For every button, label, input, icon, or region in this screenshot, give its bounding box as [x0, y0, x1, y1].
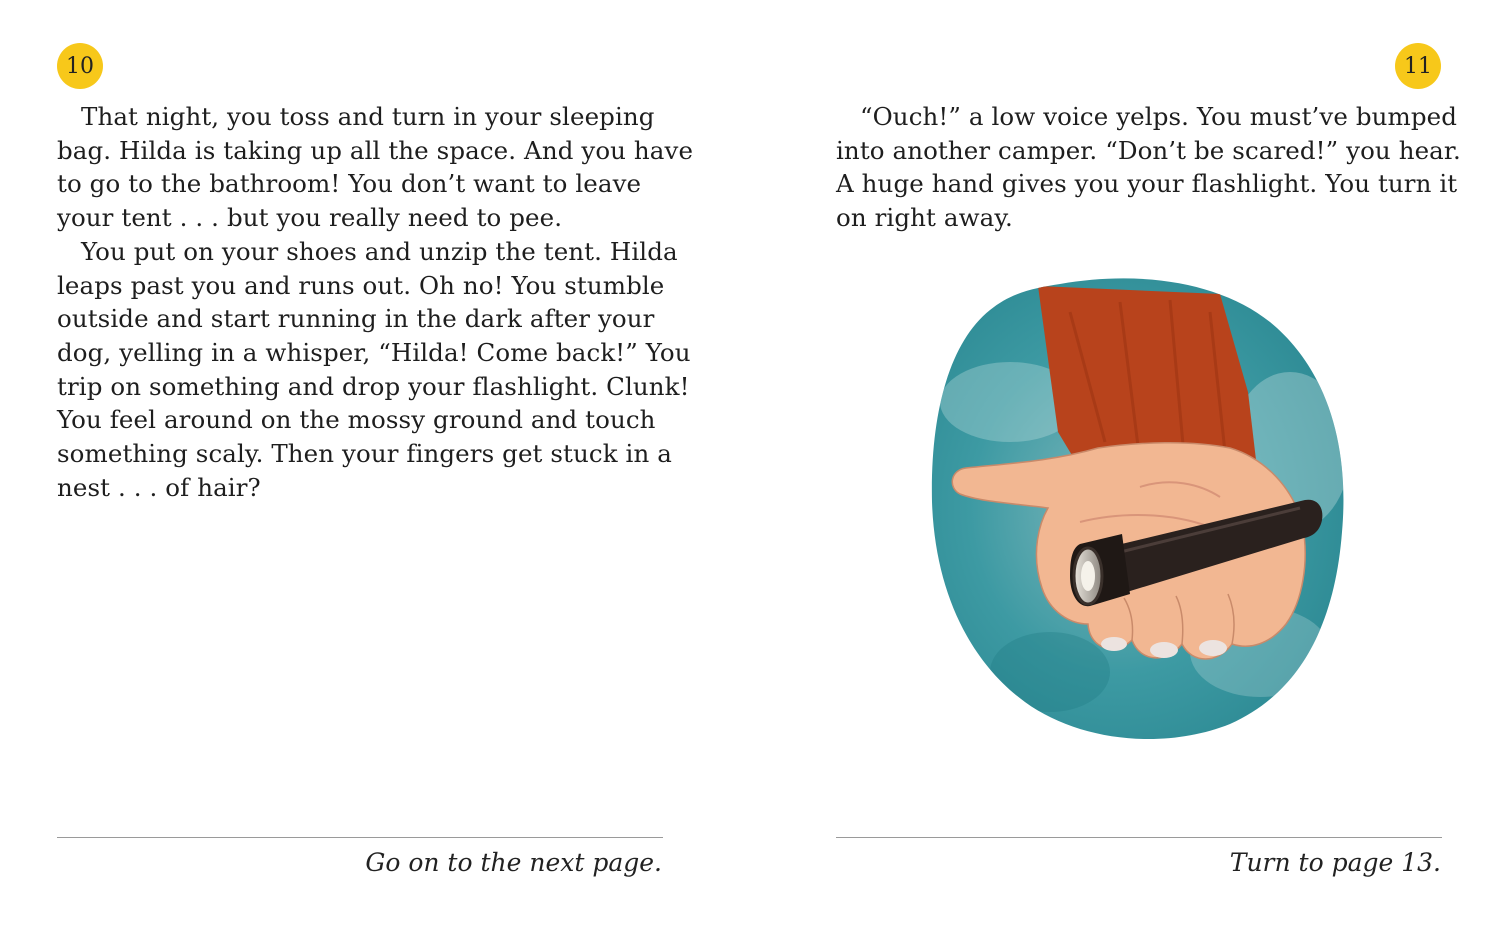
- right-page: [750, 0, 1500, 948]
- text-line: “Ouch!” a low voice yelps. You must’ve bumped: [860, 102, 1457, 131]
- footer-instruction: Turn to page 13.: [1229, 848, 1441, 877]
- text-line: to go to the bathroom! You don’t want to leave: [57, 169, 642, 199]
- text-line: A huge hand gives you your flashlight. You turn it: [836, 169, 1458, 199]
- text-line: That night, you toss and turn in your sleeping: [81, 102, 655, 131]
- text-line: into another camper. “Don’t be scared!” you hear.: [836, 135, 1461, 165]
- text-line: dog, yelling in a whisper, “Hilda! Come back!” You: [57, 337, 691, 367]
- text-line: your tent . . . but you really need to pee.: [57, 203, 563, 233]
- text-line: leaps past you and runs out. Oh no! You stumble: [57, 270, 665, 300]
- text-line: You feel around on the mossy ground and touch: [57, 405, 656, 435]
- story-text: [57, 100, 694, 504]
- footer-divider: [57, 837, 663, 838]
- text-line: something scaly. Then your fingers get stuck in a: [57, 439, 672, 469]
- text-line: nest . . . of hair?: [57, 472, 261, 502]
- paragraph: [57, 100, 694, 235]
- page-number-badge: 10: [57, 43, 103, 89]
- text-line: outside and start running in the dark after your: [57, 304, 655, 334]
- page-number-badge: 11: [1395, 43, 1441, 89]
- text-line: You put on your shoes and unzip the tent. Hilda: [81, 236, 678, 266]
- story-text: [836, 100, 1461, 235]
- text-line: on right away.: [836, 203, 1013, 233]
- text-line: bag. Hilda is taking up all the space. And you have: [57, 135, 694, 165]
- footer-instruction: Go on to the next page.: [365, 848, 662, 877]
- paragraph: [836, 100, 1461, 235]
- text-line: trip on something and drop your flashlight. Clunk!: [57, 371, 690, 401]
- footer-divider: [836, 837, 1442, 838]
- hand-flashlight-illustration: [930, 272, 1350, 742]
- paragraph: [57, 235, 691, 505]
